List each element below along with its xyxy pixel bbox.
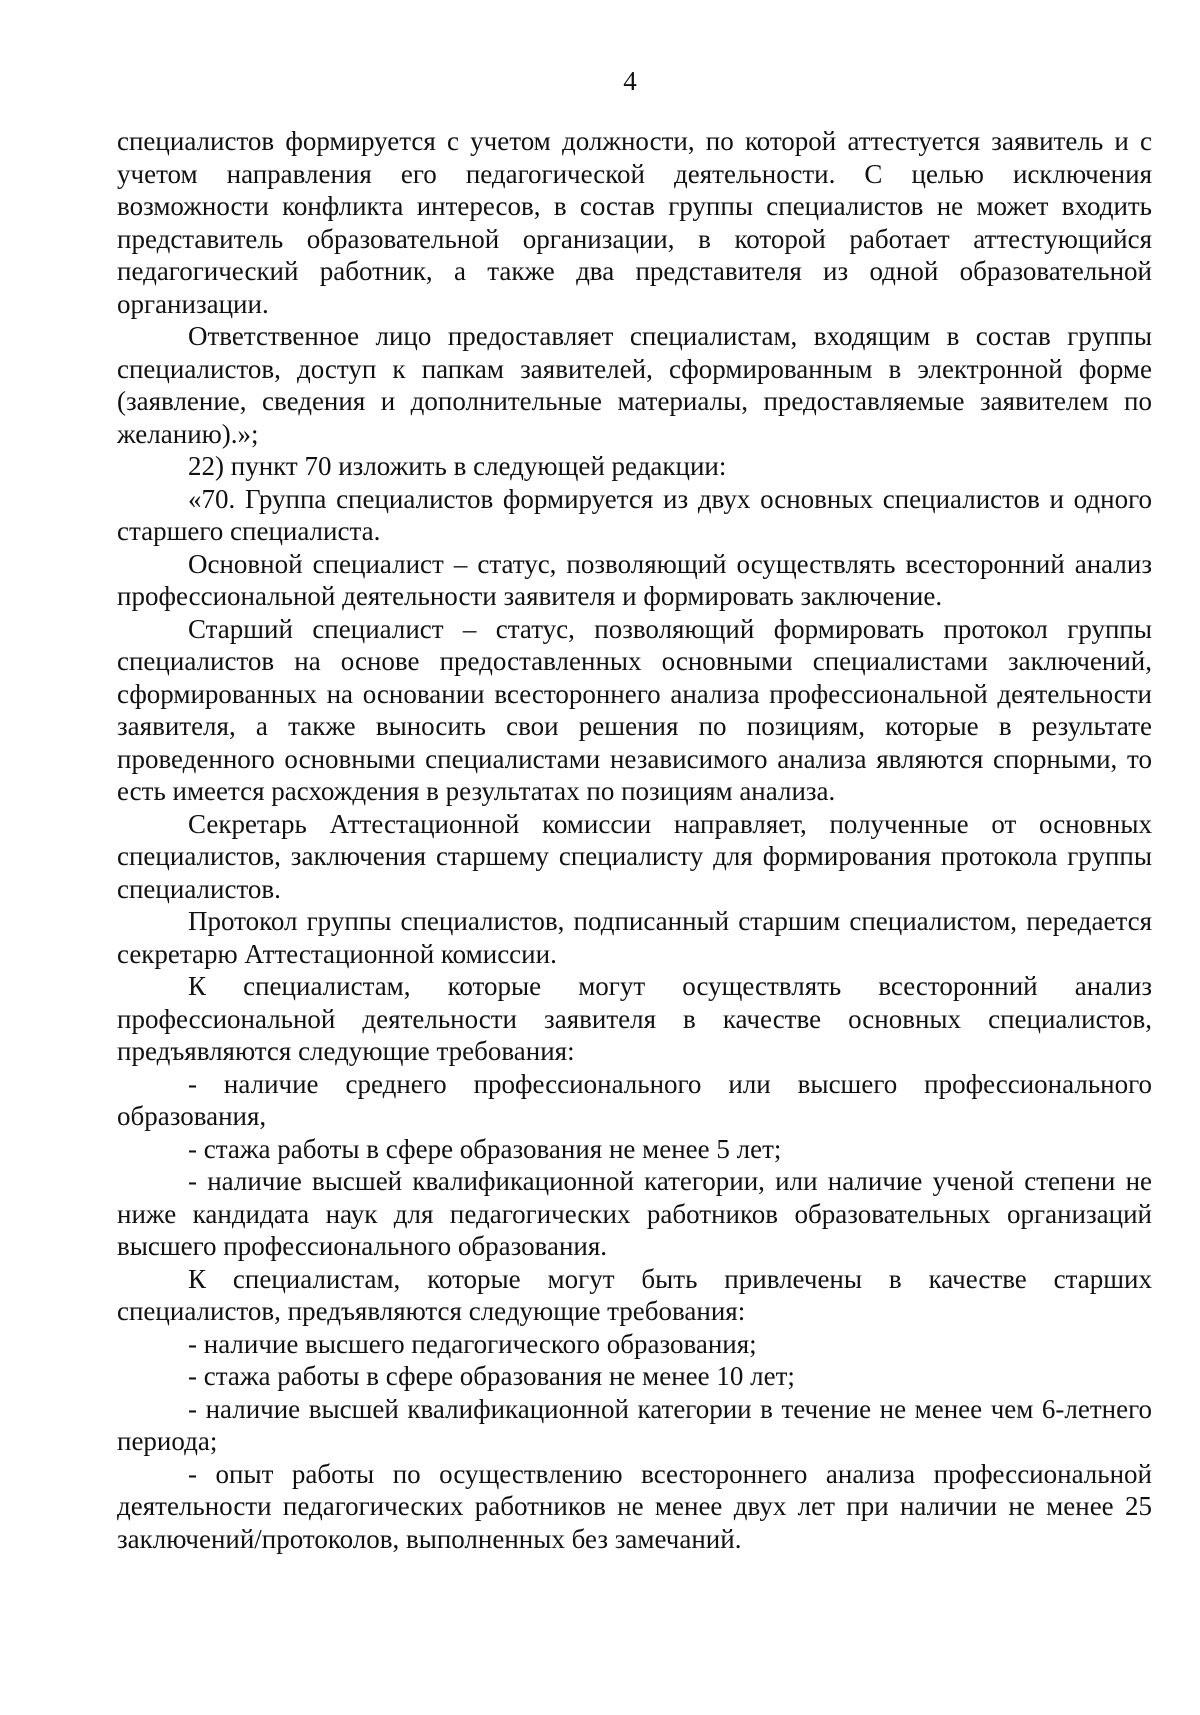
- paragraph: - наличие среднего профессионального или высшего профессионального образования,: [117, 1068, 1152, 1131]
- paragraph: - стажа работы в сфере образования не менее 10 лет;: [188, 1361, 795, 1391]
- paragraph: специалистов формируется с учетом должности, по которой аттестуется заявитель и с учетом направления его педагогической деятельности. С целью исключения возможности конфликта интересов, в состав группы специалистов не может входить представитель образовательной организации, в которой работает аттестующийся педагогический работник, а также два представителя из одной образовательной организации.: [117, 126, 1152, 319]
- paragraph: Основной специалист – статус, позволяющий осуществлять всесторонний анализ профессиональной деятельности заявителя и формировать заключение.: [117, 548, 1152, 611]
- paragraph: 22) пункт 70 изложить в следующей редакции:: [188, 451, 727, 481]
- paragraph: Секретарь Аттестационной комиссии направляет, полученные от основных специалистов, заключения старшему специалисту для формирования протокола группы специалистов.: [117, 808, 1152, 904]
- paragraph: К специалистам, которые могут осуществлять всесторонний анализ профессиональной деятельности заявителя в качестве основных специалистов, предъявляются следующие требования:: [117, 971, 1152, 1066]
- paragraph: «70. Группа специалистов формируется из двух основных специалистов и одного старшего специалиста.: [117, 483, 1152, 546]
- paragraph: - наличие высшей квалификационной категории, или наличие ученой степени не ниже кандидата наук для педагогических работников образовательных организаций высшего профессионального образования.: [117, 1166, 1152, 1261]
- paragraph: - опыт работы по осуществлению всестороннего анализа профессиональной деятельности педагогических работников не менее двух лет при наличии не менее 25 заключений/протоколов, выполненных без замечаний.: [117, 1458, 1152, 1554]
- paragraph: Протокол группы специалистов, подписанный старшим специалистом, передается секретарю Аттестационной комиссии.: [117, 906, 1152, 969]
- document-body: [117, 125, 1152, 1555]
- paragraph: - наличие высшей квалификационной категории в течение не менее чем 6-летнего периода;: [117, 1393, 1152, 1456]
- paragraph: К специалистам, которые могут быть привлечены в качестве старших специалистов, предъявляются следующие требования:: [117, 1263, 1152, 1326]
- paragraph: Ответственное лицо предоставляет специалистам, входящим в состав группы специалистов, доступ к папкам заявителей, сформированным в электронной форме (заявление, сведения и дополнительные материалы, предоставляемые заявителем по желанию).»;: [117, 321, 1152, 449]
- paragraph: - наличие высшего педагогического образования;: [188, 1328, 757, 1359]
- paragraph: Старший специалист – статус, позволяющий формировать протокол группы специалистов на основе предоставленных основными специалистами заключений, сформированных на основании всестороннего анализа профессиональной деятельности заявителя, а также выносить свои решения по позициям, которые в результате проведенного основными специалистами независимого анализа являются спорными, то есть имеется расхождения в результатах по позициям анализа.: [117, 613, 1152, 806]
- paragraph: - стажа работы в сфере образования не менее 5 лет;: [188, 1133, 782, 1164]
- page-number: 4: [623, 66, 637, 96]
